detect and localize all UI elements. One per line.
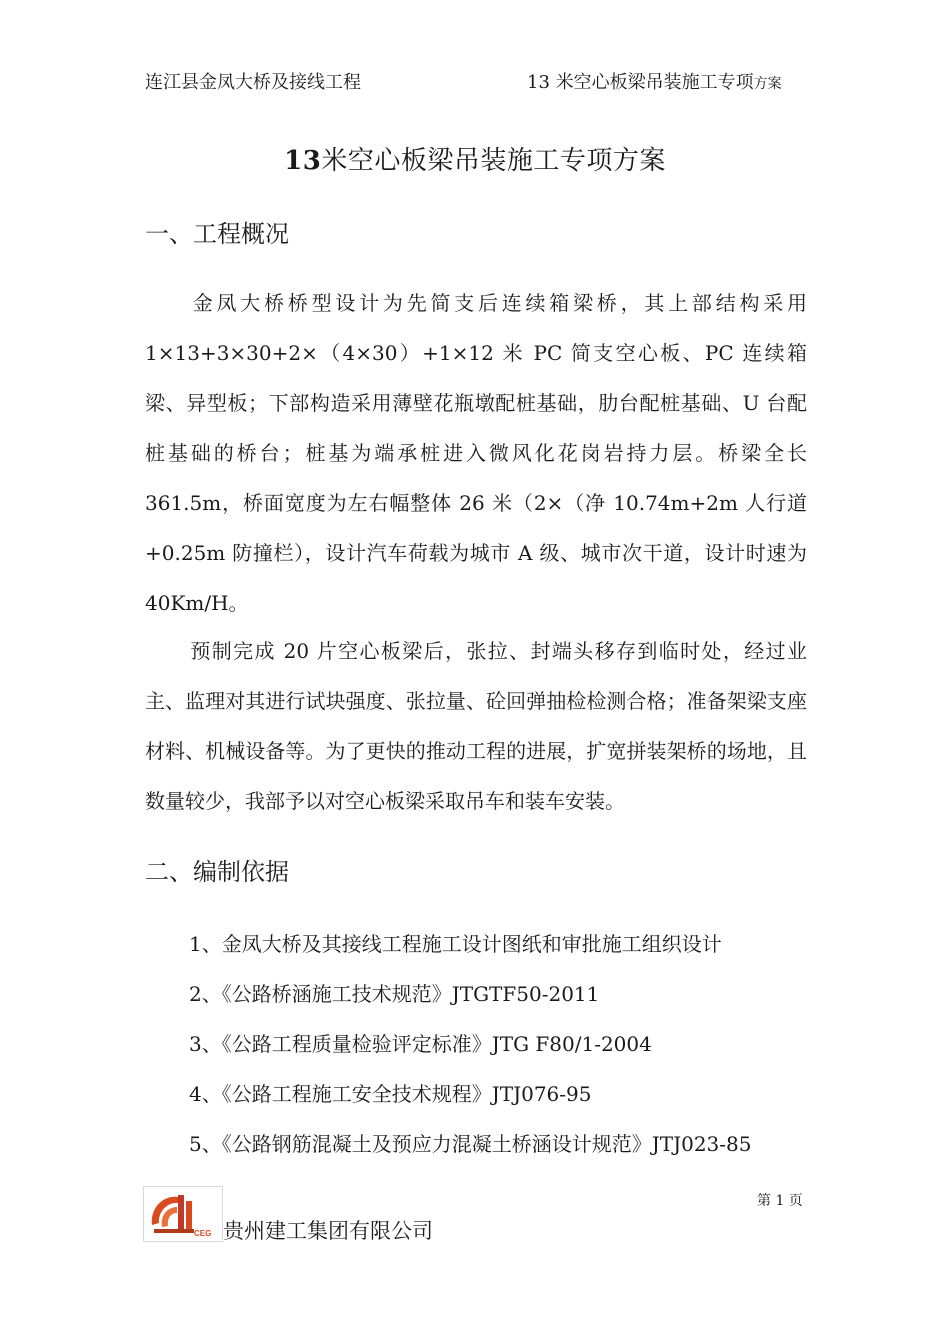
logo-inner-arc xyxy=(162,1207,177,1227)
company-logo xyxy=(143,1186,223,1242)
company-logo-icon xyxy=(144,1187,222,1241)
overview-paragraph-1 xyxy=(145,278,807,628)
reference-item-5: 5、《公路钢筋混凝土及预应力混凝土桥涵设计规范》JTJ023-85 xyxy=(189,1132,752,1156)
logo-pillar-right xyxy=(186,1201,192,1229)
page-number: 第 1 页 xyxy=(757,1193,803,1209)
reference-item-2: 2、《公路桥涵施工技术规范》JTGTF50-2011 xyxy=(189,982,600,1006)
document-title-text: 米空心板梁吊装施工专项方案 xyxy=(321,146,666,176)
logo-pillar-left xyxy=(178,1195,184,1229)
header-doc-title xyxy=(527,68,782,94)
header-doc-title-suffix: 方案 xyxy=(753,76,782,92)
header-project-name: 连江县金凤大桥及接线工程 xyxy=(145,72,361,93)
reference-item-3: 3、《公路工程质量检验评定标准》JTG F80/1-2004 xyxy=(189,1032,652,1056)
section-heading-overview: 一、工程概况 xyxy=(145,220,289,248)
section-heading-basis: 二、编制依据 xyxy=(145,858,289,886)
document-title xyxy=(0,140,950,177)
overview-paragraph-2 xyxy=(145,626,807,826)
overview-paragraph-2-text: 预制完成 20 片空心板梁后，张拉、封端头移存到临时处，经过业主、监理对其进行试块强度、张拉量、砼回弹抽检检测合格；准备架梁支座材料、机械设备等。为了更快的推动工程的进展，扩宽拼装架桥的场地，且数量较少，我部予以对空心板梁采取吊车和装车安装。 xyxy=(145,639,807,813)
document-title-number: 13 xyxy=(284,146,322,176)
logo-text: CEG xyxy=(194,1229,212,1238)
reference-item-4: 4、《公路工程施工安全技术规程》JTJ076-95 xyxy=(189,1082,592,1106)
logo-mark xyxy=(152,1195,194,1233)
reference-item-1: 1、金凤大桥及其接线工程施工设计图纸和审批施工组织设计 xyxy=(189,932,722,956)
company-name: 贵州建工集团有限公司 xyxy=(223,1219,433,1243)
overview-paragraph-1-text: 金凤大桥桥型设计为先简支后连续箱梁桥，其上部结构采用1×13+3×30+2×（4×30）+1×12 米 PC 简支空心板、PC 连续箱梁、异型板；下部构造采用薄壁花瓶墩配桩基础，肋台配桩基础、U 台配桩基础的桥台；桩基为端承桩进入微风化花岗岩持力层。桥梁全长 361.5m，桥面宽度为左右幅整体 26 米（2×（净 10.74m+2m 人行道+0.25m 防撞栏），设计汽车荷载为城市 A 级、城市次干道，设计时速为 40Km/H。 xyxy=(145,291,807,615)
logo-base xyxy=(154,1229,194,1233)
header-doc-title-main: 13 米空心板梁吊装施工专项 xyxy=(527,72,754,93)
